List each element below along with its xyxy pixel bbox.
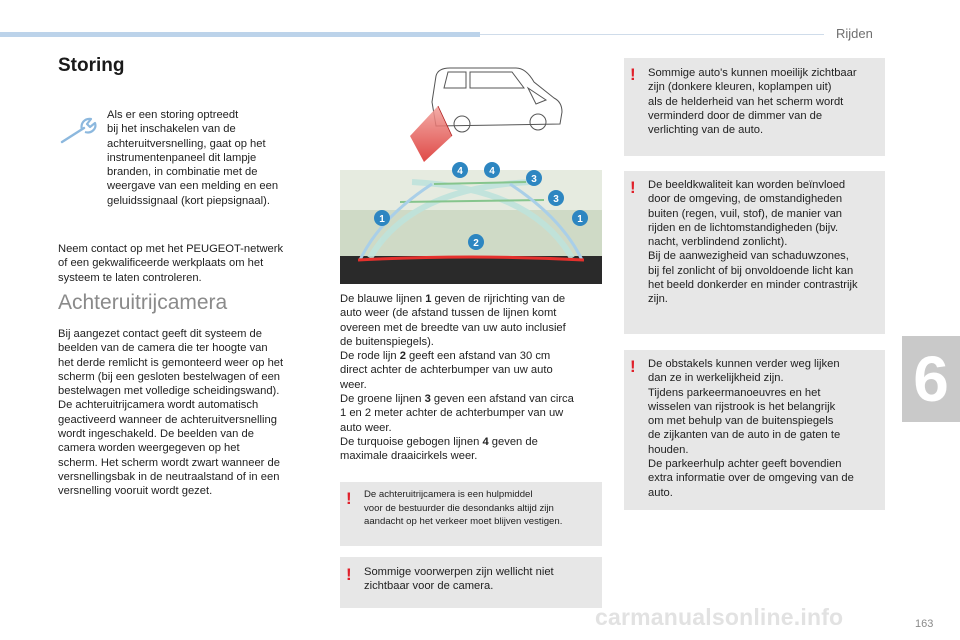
note-zichtbaarheid: ! Sommige auto's kunnen moeilijk zichtbaar zijn (donkere kleuren, koplampen uit) als de helderheid van het scherm wordt verminderd door de dimmer van de verlichting van de auto. bbox=[624, 58, 885, 156]
lines-explanation: De blauwe lijnen 1 geven de rijrichting van de auto weer (de afstand tussen de lijnen komt overeen met de breedte van uw auto inclusief de buitenspiegels). De rode lijn 2 geeft een afstand van 30 cm direct achter de achterbumper van uw auto weer. De groene lijnen 3 geven een afstand van circa 1 en 2 meter achter de achterbumper van uw auto weer. De turquoise gebogen lijnen 4 geven de maximale draaicirkels weer. bbox=[340, 293, 574, 463]
marker-1-right: 1 bbox=[577, 214, 583, 225]
page-number: 163 bbox=[915, 618, 934, 630]
marker-2: 2 bbox=[473, 238, 479, 249]
warning-exclamation-icon: ! bbox=[630, 178, 636, 197]
marker-4-left: 4 bbox=[457, 166, 463, 177]
chapter-title: Rijden bbox=[836, 26, 873, 41]
marker-3-far: 3 bbox=[531, 174, 537, 185]
camera-guide-illustration bbox=[340, 58, 602, 284]
storing-contact-text: Neem contact op met het PEUGEOT-netwerk of een gekwalificeerde werkplaats om het systeem te laten controleren. bbox=[58, 243, 284, 284]
warning-exclamation-icon: ! bbox=[630, 357, 636, 376]
storing-heading: Storing bbox=[58, 55, 125, 76]
marker-3-near: 3 bbox=[553, 194, 559, 205]
header-bar bbox=[0, 32, 480, 37]
storing-warning-text: Als er een storing optreedt bij het inschakelen van de achteruitversnelling, gaat op het instrumentenpaneel dit lampje branden, in combinatie met de weergave van een melding en een geluidssignaal (kort piepsignaal). bbox=[107, 109, 279, 207]
camera-view-zone bbox=[410, 106, 452, 162]
note-voorwerpen: ! Sommige voorwerpen zijn wellicht niet zichtbaar voor de camera. bbox=[340, 557, 602, 608]
marker-4-right: 4 bbox=[489, 166, 495, 177]
note-obstakels: ! De obstakels kunnen verder weg lijken dan ze in werkelijkheid zijn. Tijdens parkeermanoeuvres en het wisselen van rijstrook is het belangrijk om met behulp van de buitenspiegels de zijkanten van de auto in de gaten te houden. De parkeerhulp achter geeft bovendien extra informatie over de omgeving van de auto. bbox=[624, 350, 885, 510]
header-rule bbox=[480, 34, 824, 35]
van-drawing bbox=[432, 68, 562, 132]
note-hulpmiddel: ! De achteruitrijcamera is een hulpmiddel voor de bestuurder die desondanks altijd zijn aandacht op het verkeer moet blijven vestigen. bbox=[340, 482, 602, 546]
note-beeldkwaliteit: ! De beeldkwaliteit kan worden beïnvloed door de omgeving, de omstandigheden buiten (regen, vuil, stof), de manier van rijden en de lichtomstandigheden (bijv. nacht, verblindend zonlicht). Bij de aanwezigheid van schaduwzones, bij fel zonlicht of bij onvoldoende licht kan het beeld donkerder en minder contrastrijk zijn. bbox=[624, 171, 885, 334]
warning-exclamation-icon: ! bbox=[630, 65, 636, 84]
wrench-icon bbox=[58, 112, 104, 148]
warning-exclamation-icon: ! bbox=[346, 489, 352, 508]
warning-exclamation-icon: ! bbox=[346, 565, 352, 584]
chapter-number-tab: 6 bbox=[902, 336, 960, 422]
marker-1-left: 1 bbox=[379, 214, 385, 225]
watermark: carmanualsonline.info bbox=[595, 604, 844, 630]
camera-body-text: Bij aangezet contact geeft dit systeem de beelden van de camera die ter hoogte van het derde remlicht is gemonteerd weer op het scherm (bij een gesloten bestelwagen of een bestelwagen met volledige scheidingswand). De achteruitrijcamera wordt automatisch geactiveerd wanneer de achteruitversnelling wordt ingeschakeld. De beelden van de camera worden weergegeven op het scherm. Het scherm wordt zwart wanneer de versnellingsbak in de neutraalstand of in een versnelling vooruit wordt gezet. bbox=[58, 328, 284, 498]
camera-heading: Achteruitrijcamera bbox=[58, 291, 228, 314]
